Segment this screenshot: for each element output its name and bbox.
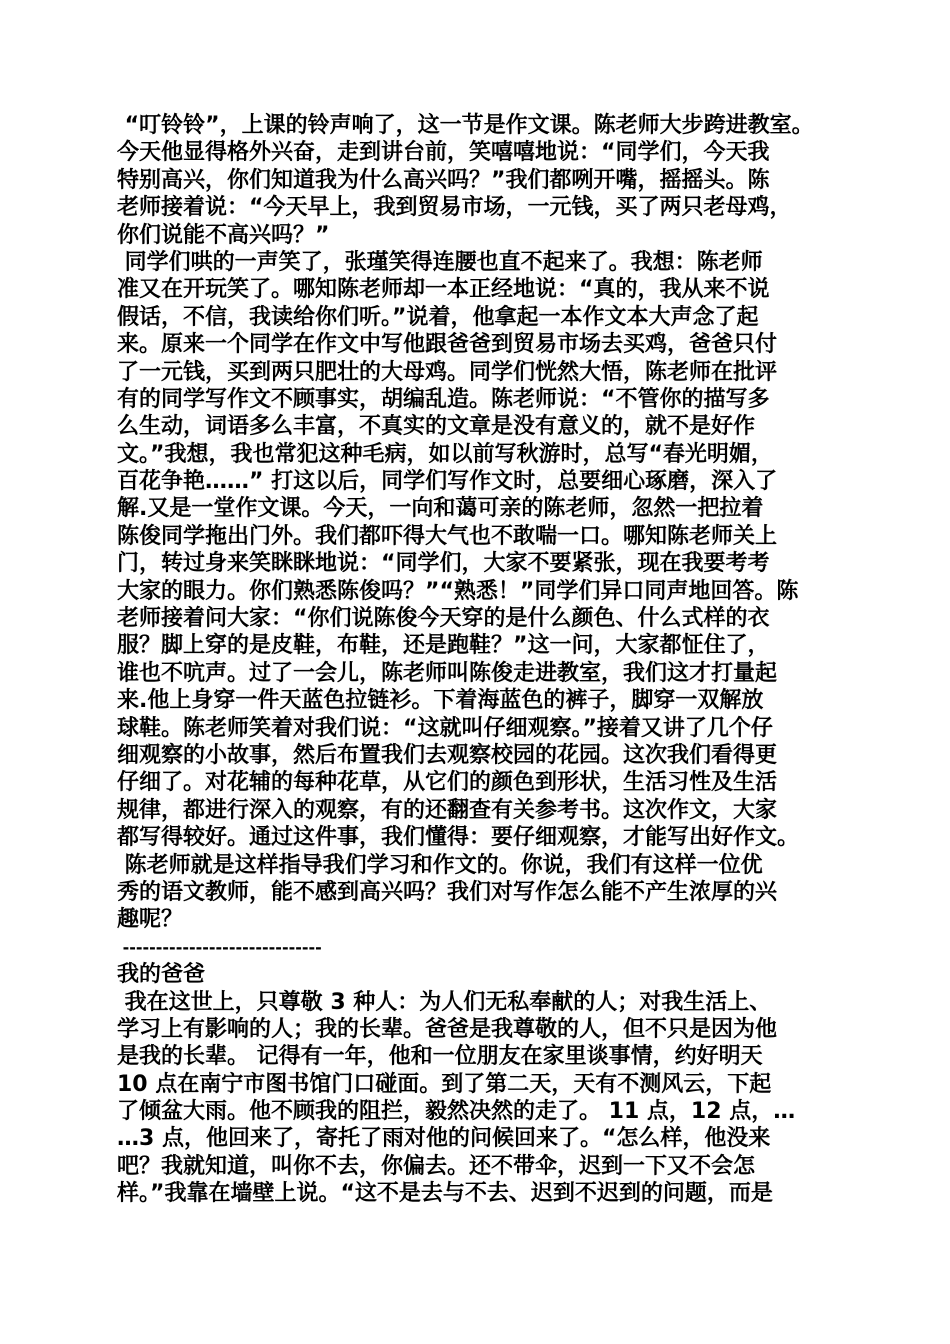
text-line: 陈俊同学拖出门外。我们都吓得大气也不敢喘一口。哪知陈老师关上	[117, 523, 778, 549]
text-line: 服？脚上穿的是皮鞋，布鞋，还是跑鞋？”这一问，大家都怔住了，	[117, 633, 770, 659]
text-line: 门，转过身来笑眯眯地说：“同学们，大家不要紧张，现在我要考考	[117, 551, 770, 577]
text-line: 样。”我靠在墙壁上说。“这不是去与不去、迟到不迟到的问题，而是	[117, 1181, 773, 1207]
text-line: 陈老师就是这样指导我们学习和作文的。你说，我们有这样一位优	[117, 852, 763, 878]
text-line: 球鞋。陈老师笑着对我们说：“这就叫仔细观察。”接着又讲了几个仔	[117, 715, 773, 741]
text-line: 今天他显得格外兴奋，走到讲台前，笑嘻嘻地说：“同学们，今天我	[117, 140, 770, 166]
text-line: 细观察的小故事，然后布置我们去观察校园的花园。这次我们看得更	[117, 742, 778, 768]
text-line: 学习上有影响的人；我的长辈。爸爸是我尊敬的人，但不只是因为他	[117, 1016, 778, 1042]
text-line: 仔细了。对花辅的每种花草，从它们的颜色到形状，生活习性及生活	[117, 770, 778, 796]
text-line: 秀的语文教师，能不感到高兴吗？我们对写作怎么能不产生浓厚的兴	[117, 879, 778, 905]
text-line: 你们说能不高兴吗？”	[117, 222, 330, 248]
text-line: 百花争艳……” 打这以后，同学们写作文时，总要细心琢磨，深入了	[117, 469, 778, 495]
text-line: 都写得较好。通过这件事，我们懂得：要仔细观察，才能写出好作文。	[117, 825, 800, 851]
text-line: 么生动，词语多么丰富，不真实的文章是没有意义的，就不是好作	[117, 414, 756, 440]
text-line: 准又在开玩笑了。哪知陈老师却一本正经地说：“真的，我从来不说	[117, 277, 770, 303]
text-line: 了一元钱，买到两只肥壮的大母鸡。同学们恍然大悟，陈老师在批评	[117, 359, 778, 385]
text-line: …3 点，他回来了，寄托了雨对他的问候回来了。“怎么样，他没来	[117, 1126, 771, 1152]
document-page	[117, 112, 857, 1208]
text-line: 大家的眼力。你们熟悉陈俊吗？”“熟悉！”同学们异口同声地回答。陈	[117, 578, 799, 604]
text-line: “叮铃铃”，上课的铃声响了，这一节是作文课。陈老师大步跨进教室。	[117, 113, 814, 138]
text-line: 吧？我就知道，叫你不去，你偏去。还不带伞，迟到一下又不会怎	[117, 1153, 756, 1179]
text-line: 来.他上身穿一件天蓝色拉链衫。下着海蓝色的裤子，脚穿一双解放	[117, 688, 764, 714]
text-line: 谁也不吭声。过了一会儿，陈老师叫陈俊走进教室，我们这才打量起	[117, 660, 778, 686]
section-separator: ------------------------------	[117, 937, 322, 957]
text-line: 来。原来一个同学在作文中写他跟爸爸到贸易市场去买鸡，爸爸只付	[117, 332, 778, 358]
text-line: 规律，都进行深入的观察，有的还翻查有关参考书。这次作文，大家	[117, 797, 778, 823]
text-line: 解.又是一堂作文课。今天，一向和蔼可亲的陈老师，忽然一把拉着	[117, 496, 764, 522]
text-line: 特别高兴，你们知道我为什么高兴吗？”我们都咧开嘴，摇摇头。陈	[117, 167, 770, 193]
text-line: 10 点在南宁市图书馆门口碰面。到了第二天，天有不测风云，下起	[117, 1071, 772, 1097]
text-line: 我在这世上，只尊敬 3 种人：为人们无私奉献的人；对我生活上、	[117, 989, 772, 1015]
text-line: 老师接着问大家：“你们说陈俊今天穿的是什么颜色、什么式样的衣	[117, 606, 770, 632]
essay-title: 我的爸爸	[117, 962, 206, 988]
text-line: 了倾盆大雨。他不顾我的阻拦，毅然决然的走了。 11 点，12 点，…	[117, 1099, 796, 1125]
text-line: 趣呢？	[117, 907, 184, 933]
text-line: 同学们哄的一声笑了，张瑾笑得连腰也直不起来了。我想：陈老师	[117, 249, 763, 275]
text-line: 假话，不信，我读给你们听。”说着，他拿起一本作文本大声念了起	[117, 304, 759, 330]
essay-1	[117, 112, 857, 934]
text-line: 有的同学写作文不顾事实，胡编乱造。陈老师说：“不管你的描写多	[117, 386, 770, 412]
text-line: 老师接着说：“今天早上，我到贸易市场，一元钱，买了两只老母鸡，	[117, 195, 792, 221]
text-line: 是我的长辈。 记得有一年，他和一位朋友在家里谈事情，约好明天	[117, 1044, 763, 1070]
essay-2	[117, 961, 857, 1208]
text-line: 文。”我想，我也常犯这种毛病，如以前写秋游时，总写“春光明媚，	[117, 441, 773, 467]
